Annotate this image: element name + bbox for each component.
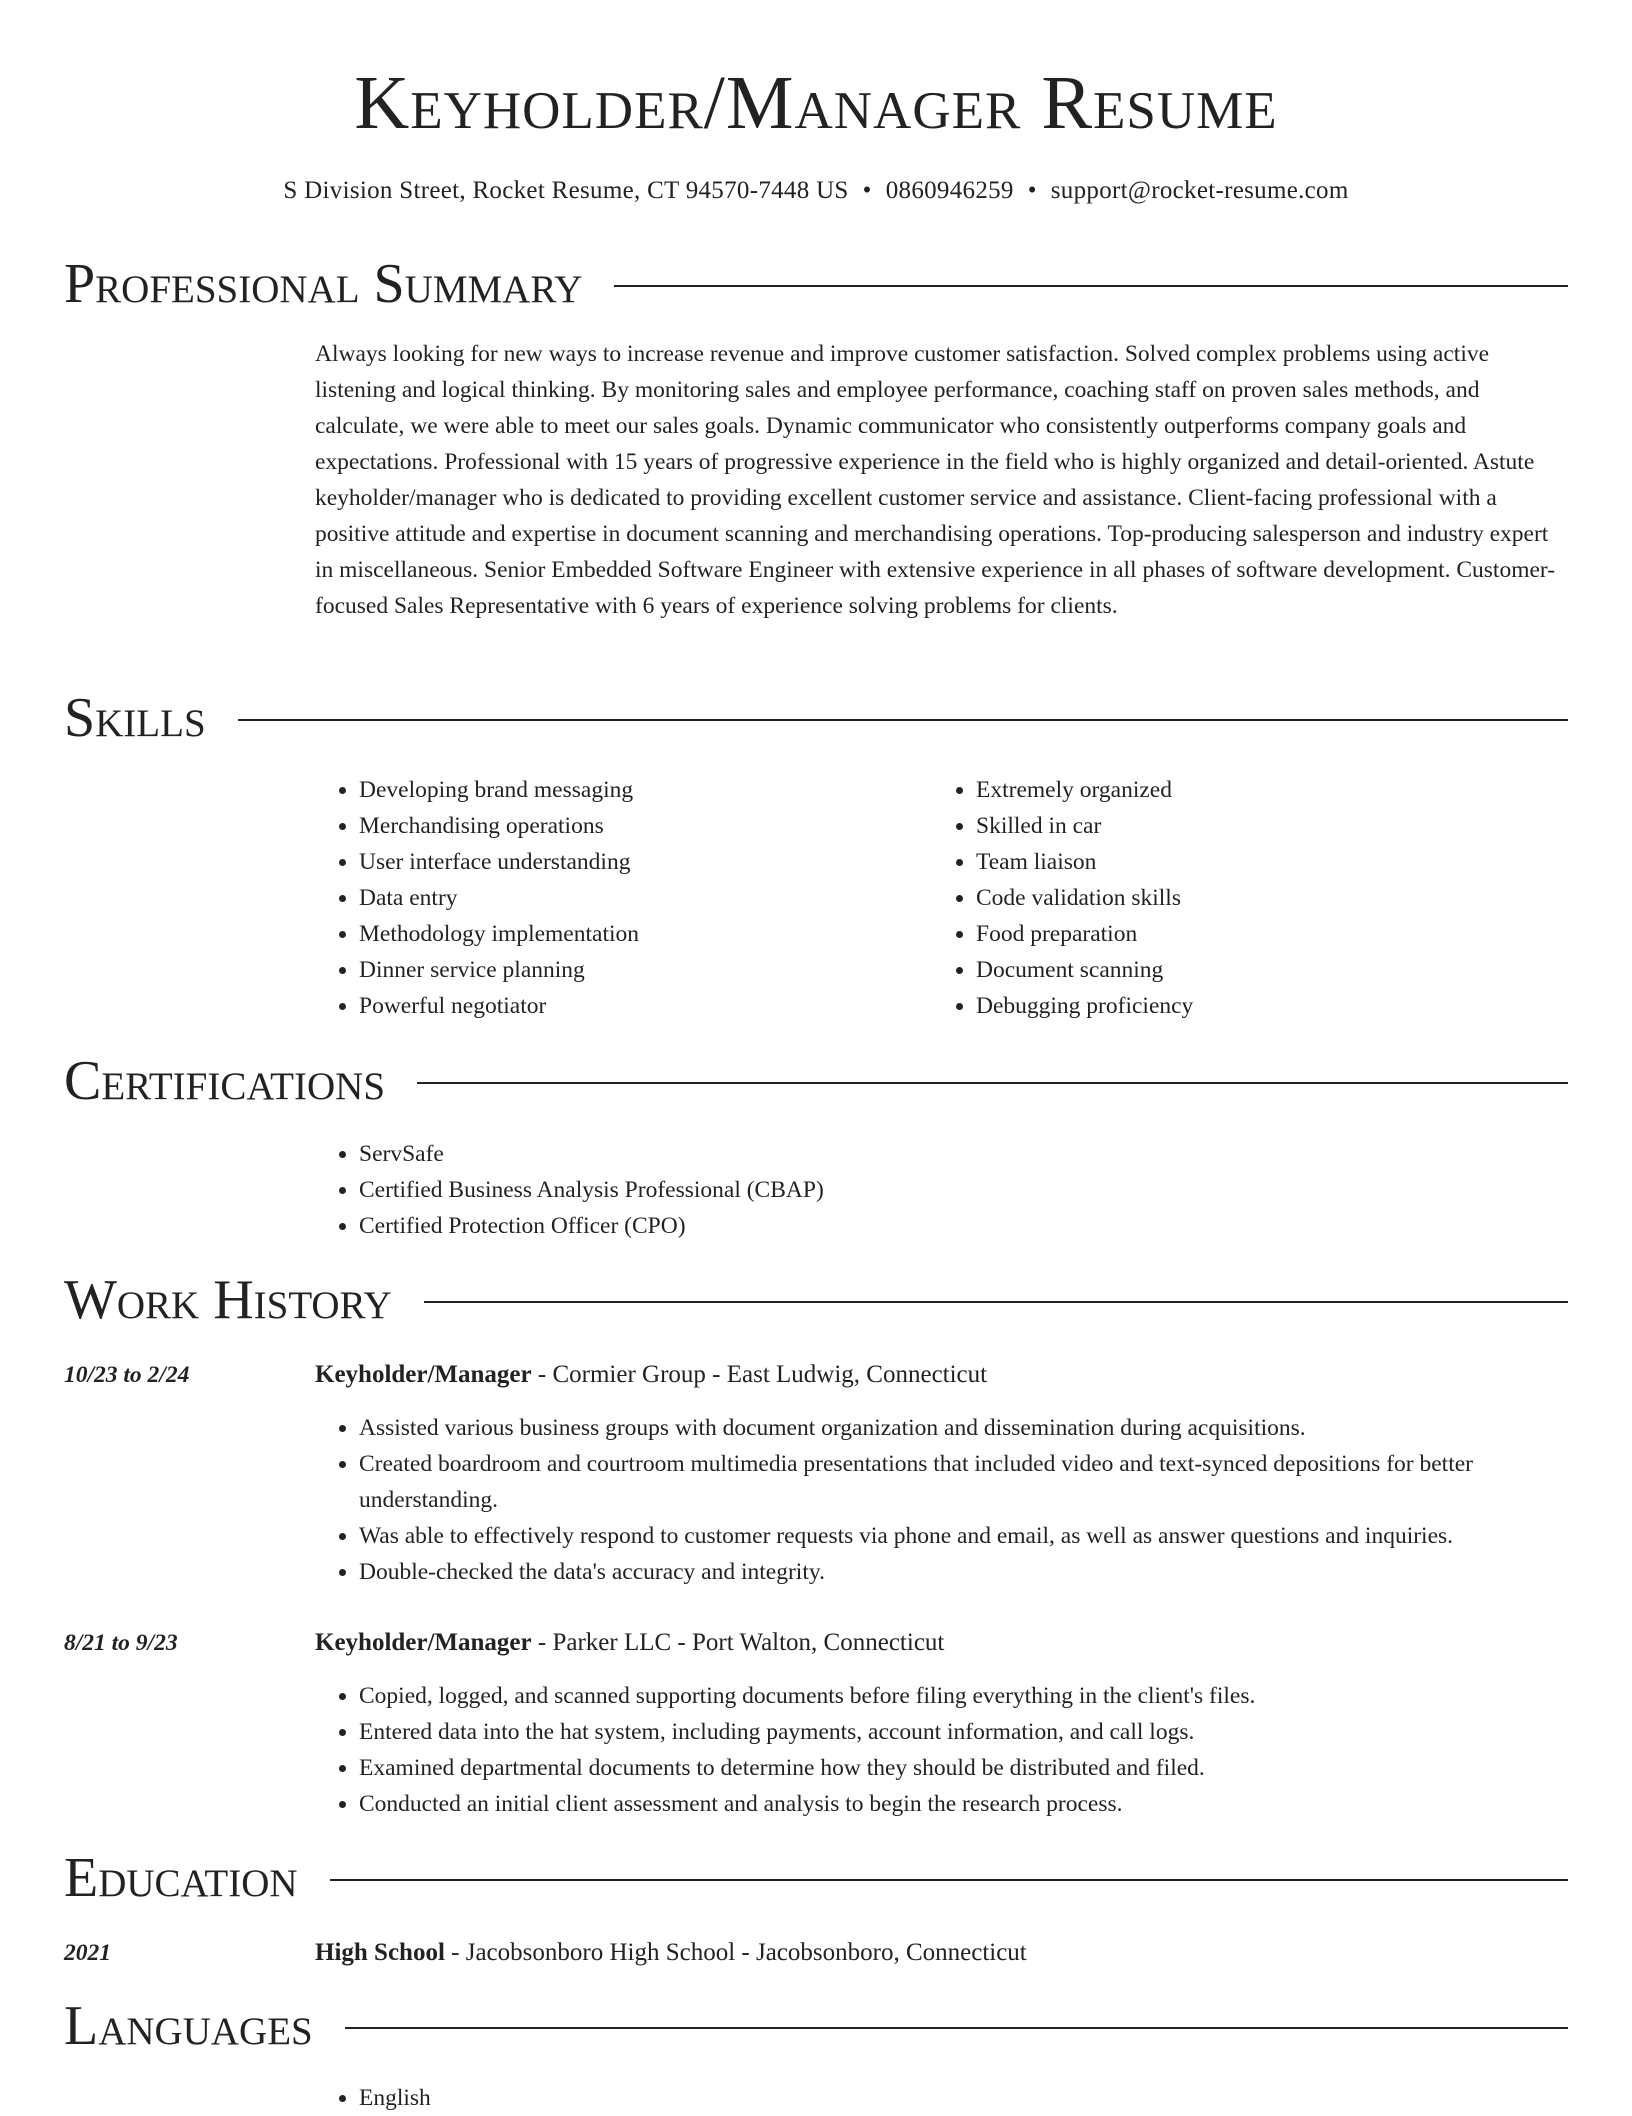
job-title-line xyxy=(315,1358,1570,1392)
language-item: • English xyxy=(359,2080,1570,2116)
section-title-skills: Skills xyxy=(64,687,206,749)
skill-item: • Dinner service planning xyxy=(359,952,919,988)
section-header-summary xyxy=(64,252,1568,316)
skill-item: • Food preparation xyxy=(976,916,1576,952)
section-header-languages xyxy=(64,1994,1568,2058)
skill-item: • Powerful negotiator xyxy=(359,988,919,1024)
section-divider xyxy=(345,2027,1568,2029)
skills-list-right xyxy=(932,772,1576,1024)
section-header-work-history xyxy=(64,1268,1568,1332)
job-bullet: • Created boardroom and courtroom multimedia presentations that included video and text-synced depositions for better understanding. xyxy=(359,1446,1570,1518)
section-title-certifications: Certifications xyxy=(64,1050,386,1112)
certification-item: • ServSafe xyxy=(359,1136,1570,1172)
section-divider xyxy=(614,285,1568,287)
section-title-languages: Languages xyxy=(64,1995,313,2057)
contact-email: support@rocket-resume.com xyxy=(1050,177,1349,204)
section-header-skills xyxy=(64,686,1568,750)
job-bullets xyxy=(315,1410,1570,1590)
job-role: Keyholder/Manager xyxy=(315,1629,532,1656)
job-dates: 8/21 to 9/23 xyxy=(64,1630,178,1656)
resume-title: Keyholder/Manager Resume xyxy=(354,61,1278,145)
job-company: - Cormier Group - East Ludwig, Connecticut xyxy=(531,1361,988,1388)
job-dates: 10/23 to 2/24 xyxy=(64,1362,190,1388)
education-year: 2021 xyxy=(64,1940,111,1966)
skill-item: • Code validation skills xyxy=(976,880,1576,916)
contact-phone: 0860946259 xyxy=(885,177,1014,204)
education-degree: High School xyxy=(315,1939,445,1966)
job-bullet: • Examined departmental documents to determine how they should be distributed and filed. xyxy=(359,1750,1570,1786)
skill-item: • Data entry xyxy=(359,880,919,916)
certifications-list xyxy=(315,1136,1570,1244)
languages-list xyxy=(315,2080,1570,2116)
section-header-certifications xyxy=(64,1049,1568,1113)
summary-text: Always looking for new ways to increase revenue and improve customer satisfaction. Solved complex problems using active listening and logical thinking. By monitoring sales and employee performance, coaching staff on proven sales methods, and calculate, we were able to meet our sales goals. Dynamic communicator who consistently outperforms company goals and expectations. Professional with 15 years of progressive experience in the field who is highly organized and detail-oriented. Astute keyholder/manager who is dedicated to providing excellent customer service and assistance. Client-facing professional with a positive attitude and expertise in document scanning and merchandising operations. Top-producing salesperson and industry expert in miscellaneous. Senior Embedded Software Engineer with extensive experience in all phases of software development. Customer-focused Sales Representative with 6 years of experience solving problems for clients. xyxy=(315,341,1556,619)
section-title-education: Education xyxy=(64,1847,298,1909)
section-title-work-history: Work History xyxy=(64,1269,392,1331)
skill-item: • Merchandising operations xyxy=(359,808,919,844)
education-line xyxy=(315,1936,1570,1970)
certification-item: • Certified Business Analysis Professional (CBAP) xyxy=(359,1172,1570,1208)
section-divider xyxy=(417,1082,1568,1084)
section-divider xyxy=(330,1879,1568,1881)
job-bullet: • Was able to effectively respond to customer requests via phone and email, as well as answer questions and inquiries. xyxy=(359,1518,1570,1554)
job-bullet: • Entered data into the hat system, including payments, account information, and call logs. xyxy=(359,1714,1570,1750)
contact-separator: • xyxy=(1027,177,1037,204)
job-bullet: • Conducted an initial client assessment and analysis to begin the research process. xyxy=(359,1786,1570,1822)
education-school: - Jacobsonboro High School - Jacobsonboro, Connecticut xyxy=(444,1939,1027,1966)
section-header-education xyxy=(64,1846,1568,1910)
section-title-summary: Professional Summary xyxy=(64,253,583,315)
section-divider xyxy=(424,1301,1568,1303)
contact-line xyxy=(0,174,1632,208)
skill-item: • Methodology implementation xyxy=(359,916,919,952)
skill-item: • Document scanning xyxy=(976,952,1576,988)
section-divider xyxy=(238,719,1568,721)
job-role: Keyholder/Manager xyxy=(315,1361,532,1388)
skill-item: • Team liaison xyxy=(976,844,1576,880)
job-bullet: • Copied, logged, and scanned supporting documents before filing everything in the client's files. xyxy=(359,1678,1570,1714)
job-bullet: • Double-checked the data's accuracy and integrity. xyxy=(359,1554,1570,1590)
certification-item: • Certified Protection Officer (CPO) xyxy=(359,1208,1570,1244)
job-title-line xyxy=(315,1626,1570,1660)
skill-item: • Developing brand messaging xyxy=(359,772,919,808)
skill-item: • Debugging proficiency xyxy=(976,988,1576,1024)
job-company: - Parker LLC - Port Walton, Connecticut xyxy=(531,1629,945,1656)
skill-item: • User interface understanding xyxy=(359,844,919,880)
skills-list-left xyxy=(315,772,919,1024)
contact-address: S Division Street, Rocket Resume, CT 94570-7448 US xyxy=(283,177,849,204)
contact-separator: • xyxy=(862,177,872,204)
skill-item: • Extremely organized xyxy=(976,772,1576,808)
job-bullets xyxy=(315,1678,1570,1822)
skill-item: • Skilled in car xyxy=(976,808,1576,844)
job-bullet: • Assisted various business groups with document organization and dissemination during acquisitions. xyxy=(359,1410,1570,1446)
